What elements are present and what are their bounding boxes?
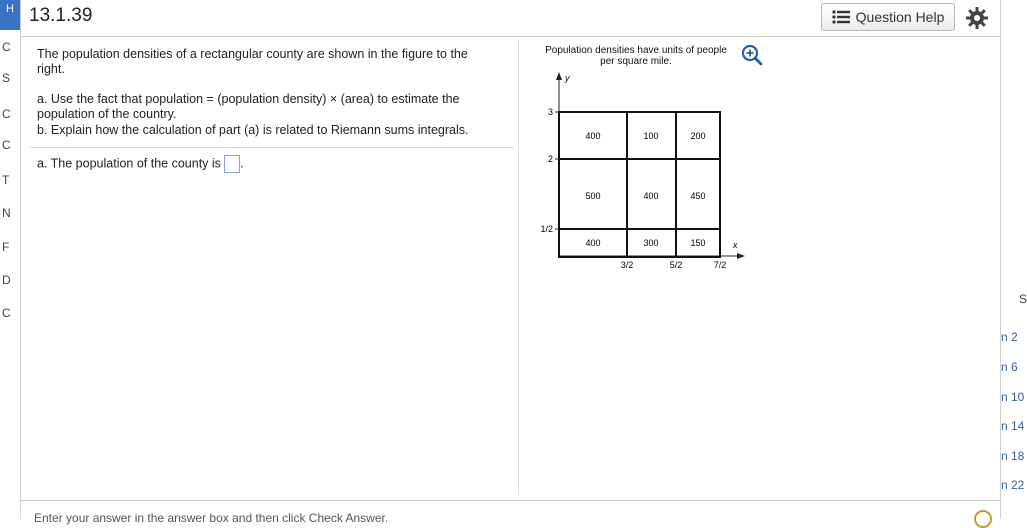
list-icon — [832, 10, 850, 24]
grid-cell-value: 150 — [690, 238, 706, 248]
question-help-button[interactable] — [821, 3, 955, 31]
left-strip-letter[interactable]: N — [2, 206, 11, 220]
right-strip-item[interactable]: n 18 — [1001, 449, 1025, 463]
right-strip-item[interactable]: n 10 — [1001, 390, 1025, 404]
x-axis-arrow — [737, 253, 745, 259]
problem-number: 13.1.39 — [29, 5, 93, 26]
left-strip-highlight[interactable] — [0, 0, 20, 30]
question-help-label: Question Help — [855, 9, 945, 25]
answer-suffix: . — [239, 156, 244, 171]
y-tick-label: 2 — [547, 154, 553, 164]
left-strip-letter[interactable]: F — [2, 240, 10, 254]
left-sidebar-strip — [0, 0, 21, 519]
y-tick-label: 3 — [547, 107, 553, 117]
right-strip-item: S — [1019, 292, 1027, 306]
x-tick-label: 3/2 — [620, 260, 634, 270]
left-strip-letter[interactable]: C — [2, 40, 11, 54]
left-strip-letter[interactable]: C — [2, 107, 11, 121]
left-strip-letter[interactable]: C — [2, 138, 11, 152]
footer-instruction: Enter your answer in the answer box and then click Check Answer. — [34, 511, 389, 525]
question-intro: The population densities of a rectangular county are shown in the figure to the right. — [37, 47, 468, 76]
grid-cell-value: 300 — [643, 238, 659, 248]
left-strip-letter[interactable]: T — [2, 173, 10, 187]
title-bar — [21, 0, 1001, 37]
grid-cell-value: 450 — [690, 191, 706, 201]
grid-cell-value: 400 — [585, 238, 601, 248]
right-strip-item[interactable]: n 2 — [1001, 330, 1018, 344]
grid-cell-value: 500 — [585, 191, 601, 201]
x-tick-label: 5/2 — [669, 260, 683, 270]
grid-cell-value: 400 — [585, 131, 601, 141]
density-figure — [509, 68, 759, 278]
x-tick-label: 7/2 — [713, 260, 727, 270]
help-circle-icon[interactable] — [974, 510, 992, 528]
right-strip-item[interactable]: n 14 — [1001, 419, 1025, 433]
grid-cell-value: 400 — [643, 191, 659, 201]
answer-prompt: a. The population of the county is — [37, 156, 221, 171]
question-panel — [20, 0, 1002, 501]
left-strip-letter: H — [6, 3, 14, 15]
right-sidebar-strip — [1000, 0, 1025, 519]
question-part-b: b. Explain how the calculation of part (a) is related to Riemann sums integrals. — [37, 123, 469, 137]
left-strip-letter[interactable]: C — [2, 306, 11, 320]
grid-cell-value: 100 — [643, 131, 659, 141]
zoom-in-icon[interactable] — [741, 44, 763, 66]
right-strip-item[interactable]: n 22 — [1001, 478, 1025, 492]
gear-icon[interactable] — [965, 6, 989, 30]
left-strip-letter[interactable]: D — [2, 273, 11, 287]
question-part-a: a. Use the fact that population = (population density) × (area) to estimate the population of the country. — [37, 92, 460, 121]
right-strip-item[interactable]: n 6 — [1001, 360, 1018, 374]
left-strip-letter[interactable]: S — [2, 71, 11, 85]
answer-row — [37, 155, 507, 173]
y-axis-label: y — [565, 73, 570, 83]
grid-cell-value: 200 — [690, 131, 706, 141]
y-tick-label: 1/2 — [540, 224, 553, 234]
figure-title: Population densities have units of people per square mile. — [545, 45, 727, 67]
divider — [29, 147, 514, 148]
x-axis-label: x — [733, 240, 738, 250]
y-axis-arrow — [556, 72, 562, 80]
answer-input[interactable] — [224, 155, 240, 173]
